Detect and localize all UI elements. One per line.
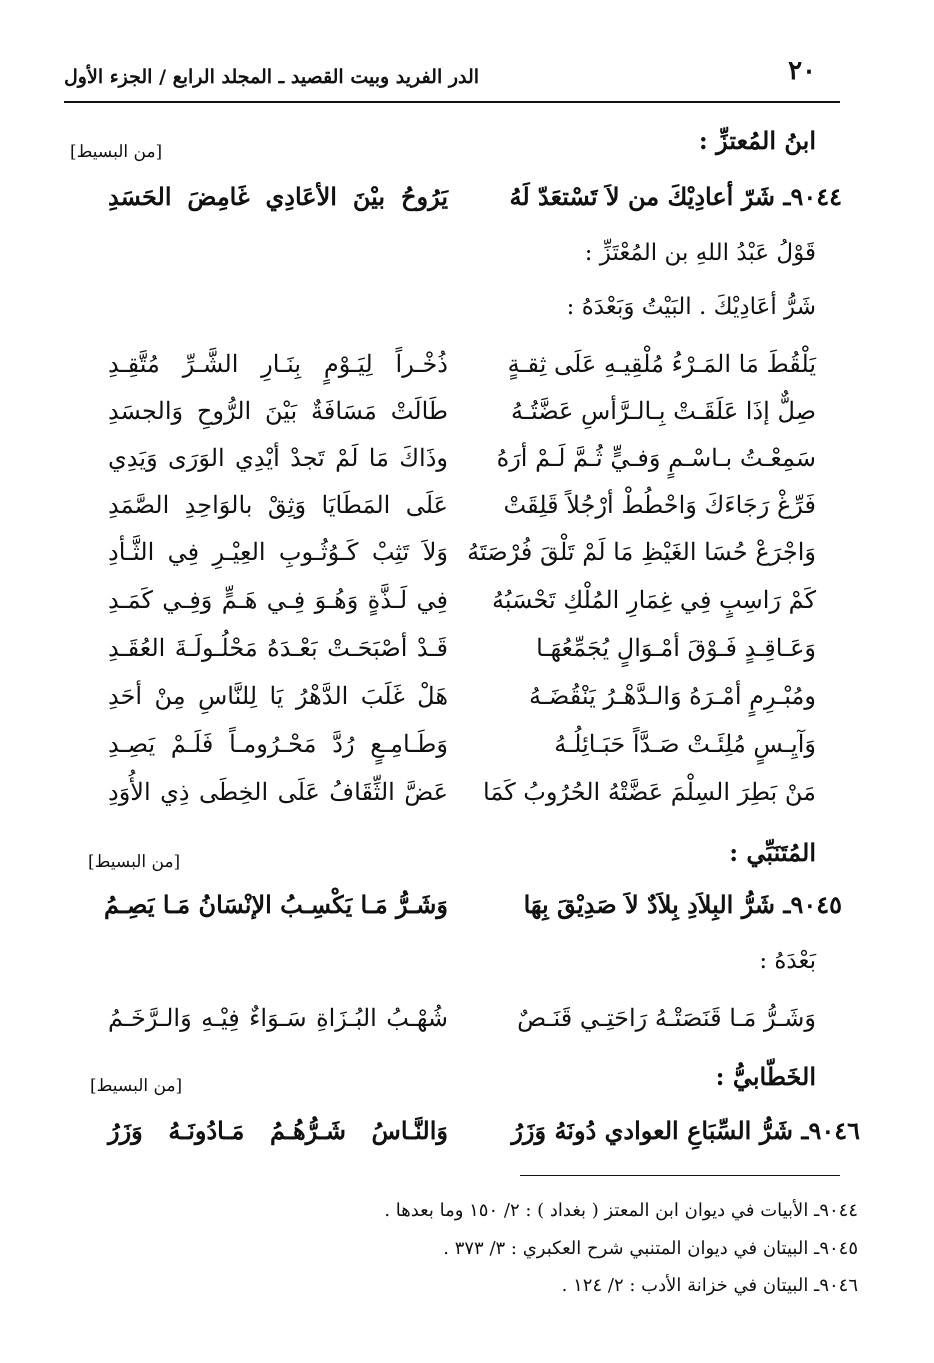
commentary-line: شَرُّ أعَادِيْكَ . البَيْتُ وَبَعْدَهُ : <box>566 294 816 320</box>
couplet-second: عَلَى المَطَايَا وَثِقْ بالوَاحِدِ الصَّمَدِ <box>108 491 448 519</box>
couplet-second: وَلاَ تَثِبْ كَـوُثُـوبِ العِيْـرِ فِي الثَّـأدِ <box>108 538 448 566</box>
couplet-second: عَضَّ الثِّقَافُ عَلَى الخِطَى ذِي الأُوَدِ <box>108 778 448 806</box>
verse-second-hemistich: يَرُوحُ بيْنَ الأعَادِي غَامِضَ الحَسَدِ <box>108 182 448 211</box>
couplet-second: وَطَـامِـعٍ رُدَّ مَحْـرُومـاً فَلَـمْ يَصِـدِ <box>108 730 448 758</box>
couplet-first: ومُبْـرِمٍ أمْـرَهُ وَالـدَّهْـرُ يَنْقُضَـهُ <box>529 682 816 710</box>
meter-label: [من البسيط] <box>70 142 163 162</box>
couplet-first: وَاجْرَعْ حُسَا الغَيْظِ مَا لَمْ تَلْقَ فُرْصَتَهُ <box>467 538 816 566</box>
couplet-first: وَآيِـسٍ مُلِئَـتْ صَـدَّاً حَبَـائِلُـهُ <box>554 730 816 758</box>
couplet-second: وذَاكَ مَا لَمْ تَجدْ أيْدِي الوَرَى وَيَدِي <box>108 444 448 472</box>
verse-first-hemistich: ٩٠٤٥ـ شَرُّ البِلاَدِ بِلاَدٌ لاَ صَدِيْقَ بِهَا <box>523 890 842 919</box>
verse-first-hemistich: ٩٠٤٦ـ شَرُّ السِّبَاعِ العوادي دُونَهُ وَزَرُ <box>511 1116 860 1145</box>
page-number: ٢٠ <box>788 56 816 86</box>
meter-label: [من البسيط] <box>90 1076 183 1096</box>
running-title: الدر الفريد وبيت القصيد ـ المجلد الرابع / الجزء الأول <box>64 66 480 88</box>
couplet-second: قَـدْ أصْبَحَـتْ بَعْـدَهُ مَحْلُـولَـةَ العُقَـدِ <box>108 634 448 662</box>
couplet-second: فِي لَـذَّةٍ وَهُـوَ فِـي هَـمٍّ وَفِـي كَمَـدِ <box>108 586 448 614</box>
couplet-second: شُهْـبُ البُـزَاةِ سَـوَاءٌ فِيْـهِ وَالـرَّخَـمُ <box>108 1004 448 1032</box>
couplet-first: كَمْ رَاسِبٍ فِي غِمَارِ المُلْكِ تَحْسَبُهُ <box>492 586 816 614</box>
couplet-second: طَالَتْ مَسَافَةٌ بَيْنَ الرُّوحِ وَالجسَدِ <box>108 397 448 425</box>
verse-first-hemistich: ٩٠٤٤ـ شَرّ أعادِيْكَ من لاَ تَسْتعَدّ لَهُ <box>509 182 842 211</box>
footnote: ٩٠٤٤ـ الأبيات في ديوان ابن المعتز ( بغداد ) : ٢/ ١٥٠ وما بعدها . <box>384 1200 858 1221</box>
commentary-line: قَوْلُ عَبْدُ اللهِ بن المُعْتَزِّ : <box>584 240 816 266</box>
footnote: ٩٠٤٥ـ البيتان في ديوان المتنبي شرح العكبري : ٣/ ٣٧٣ . <box>443 1238 858 1259</box>
verse-second-hemistich: وَشَـرُّ مَـا يَكْسِـبُ الإنْسَانُ مَـا يَصِـمُ <box>104 890 448 919</box>
poet-name: ابنُ المُعتزِّ : <box>698 126 816 155</box>
couplet-first: فَرِّغْ رَجَاءَكَ وَاحْطُطْ أرْجُلاً قَلِقَتْ <box>503 491 816 519</box>
couplet-first: سَمِعْـتُ بـاسْـمٍ وَفـيٍّ ثُـمَّ لَـمْ أرَهُ <box>496 444 816 472</box>
footnote-rule <box>520 1175 840 1176</box>
couplet-first: وَعَـاقِـدٍ فَـوْقَ أمْـوَالٍ يُجَمِّعُهَـا <box>536 634 816 662</box>
verse-second-hemistich: وَالنَّـاسُ شَـرُّهُـمُ مَـادُونَـهُ وَزَرُ <box>108 1116 448 1145</box>
couplet-first: يَلْقُطَ مَا المَـرْءُ مُلْقِيـهِ عَلَى ثِقـةٍ <box>507 350 816 378</box>
couplet-first: صِلٌّ إذَا عَلَقَـتْ بِـالـرَّأسِ عَضَّتُـهُ <box>511 397 816 425</box>
poet-name: المُتَنَبِّي : <box>729 838 816 867</box>
meter-label: [من البسيط] <box>88 852 181 872</box>
header-rule <box>64 101 840 103</box>
poet-name: الخَطّابيُّ : <box>715 1062 816 1091</box>
couplet-second: هَلْ غَلَبَ الدَّهْرُ يَا لِلنَّاسِ مِنْ أحَدِ <box>108 682 448 710</box>
footnote: ٩٠٤٦ـ البيتان في خزانة الأدب : ٢/ ١٢٤ . <box>561 1275 858 1296</box>
couplet-first: وَشَـرُّ مَـا قَنَصَتْـهُ رَاحَتِـي قَنَـصٌ <box>517 1004 816 1032</box>
couplet-second: ذُخْـراً لِيَـوْمٍ بِنَـارِ الشَّـرِّ مُتَّقِـدِ <box>108 350 448 378</box>
couplet-first: مَنْ بَطِرَ السِلْمَ عَضَّتْهُ الحُرُوبُ كَمَا <box>483 778 816 806</box>
commentary-line: بَعْدَهُ : <box>759 948 816 974</box>
